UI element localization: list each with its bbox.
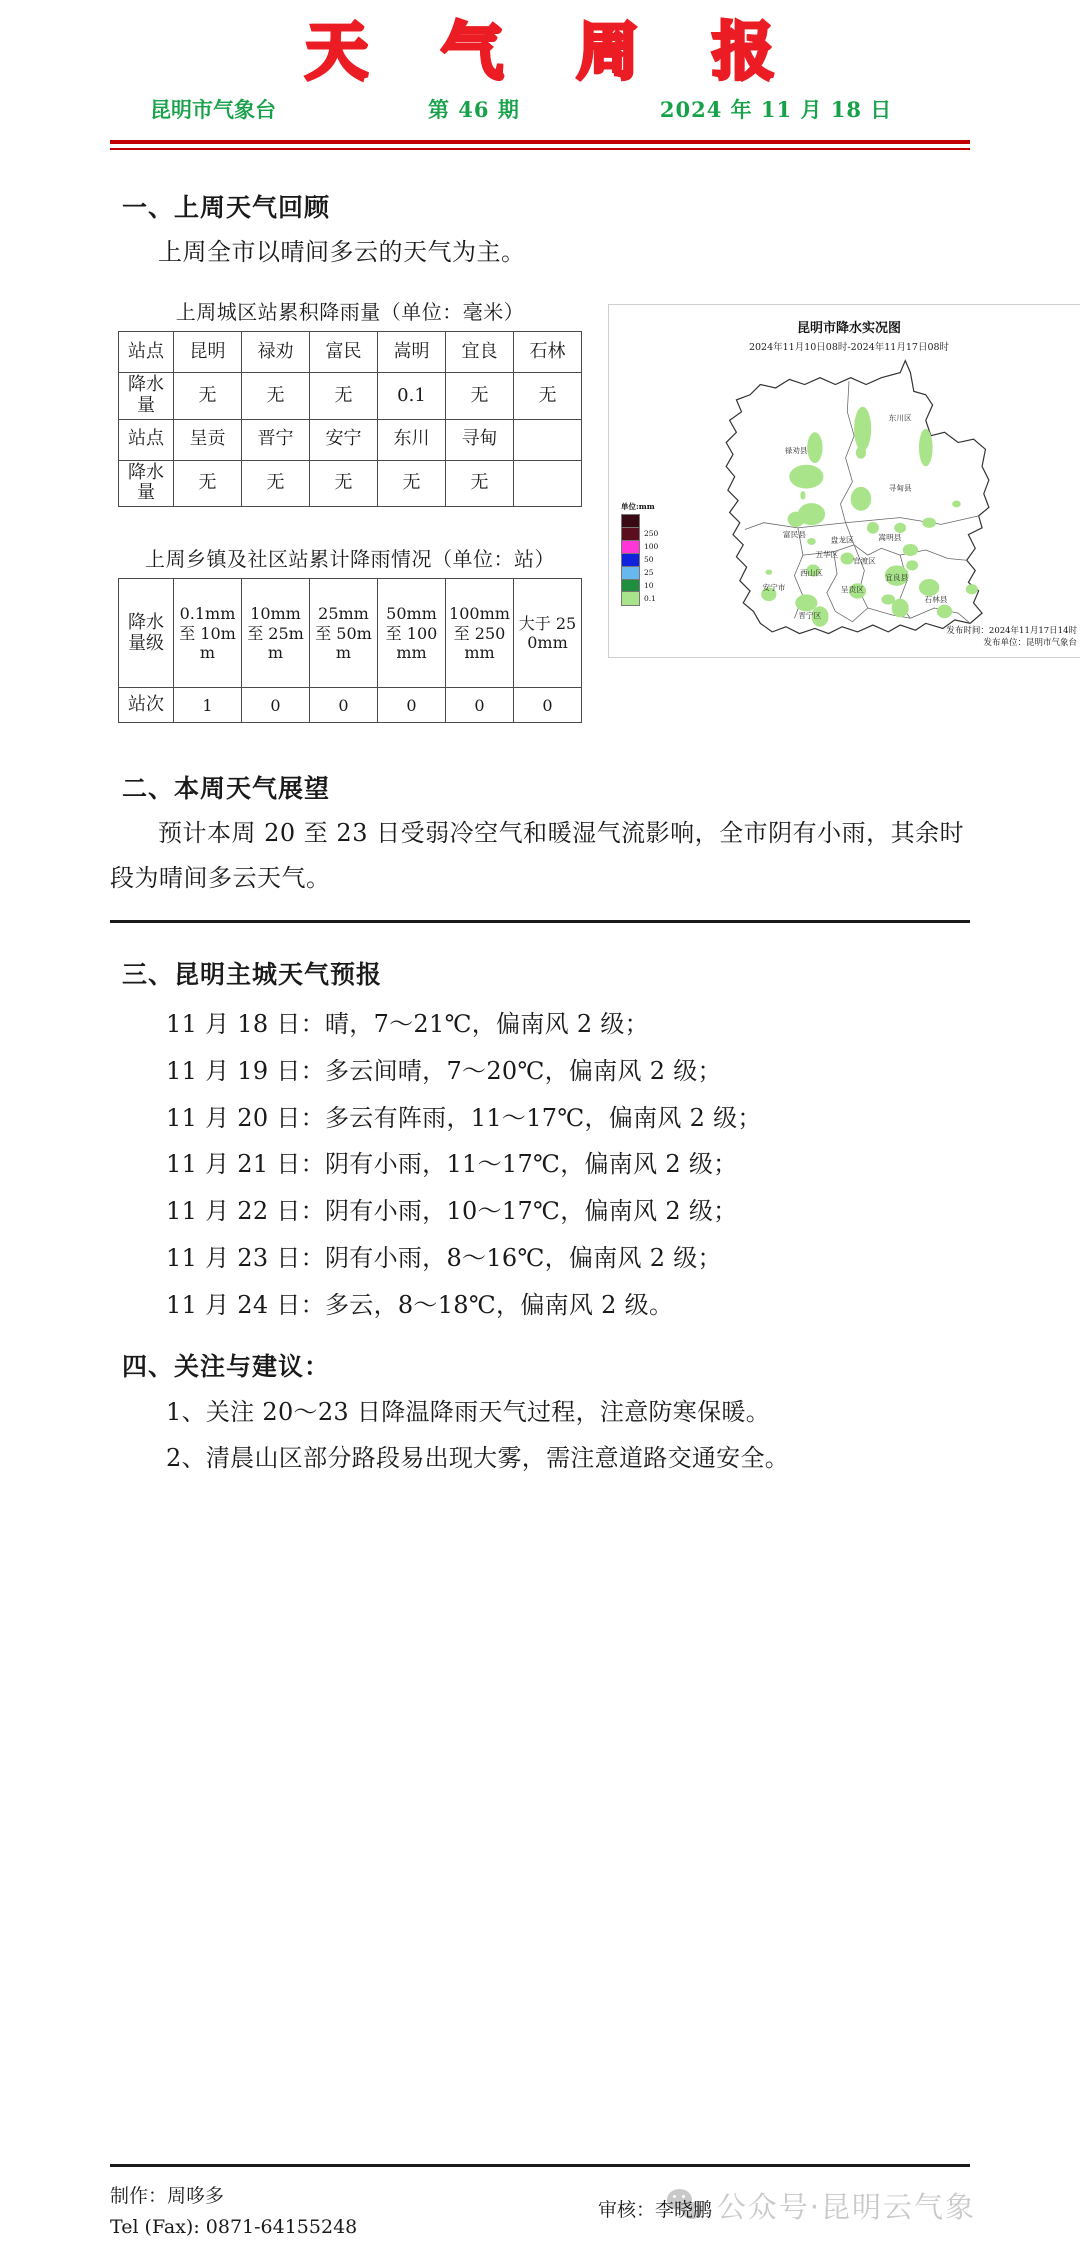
forecast-item: 11 月 18 日：晴，7～21℃，偏南风 2 级； xyxy=(166,1009,649,1038)
cell: 昆明 xyxy=(174,332,242,373)
legend-row xyxy=(621,540,681,553)
cell: 1 xyxy=(174,688,242,723)
tables-column xyxy=(110,282,590,723)
forecast-item: 11 月 24 日：多云，8～18℃，偏南风 2 级。 xyxy=(166,1290,674,1319)
masthead-divider xyxy=(110,140,970,150)
legend-swatch xyxy=(621,553,640,567)
cell-empty xyxy=(514,419,582,460)
issue-number: 第 46 期 xyxy=(428,97,520,122)
map-label-anning: 安宁市 xyxy=(762,583,786,593)
table-1-caption: 上周城区站累积降雨量（单位：毫米） xyxy=(175,300,525,325)
legend-swatch xyxy=(621,540,640,554)
report-content xyxy=(0,188,1080,1482)
cell: 站点 xyxy=(119,419,174,460)
cell: 10mm 至 25mm xyxy=(242,579,310,688)
footer-left xyxy=(110,2181,357,2242)
watermark-text: 公众号·昆明云气象 xyxy=(716,2190,976,2225)
section-1-heading: 一、上周天气回顾 xyxy=(122,193,331,222)
legend-swatch xyxy=(621,591,640,606)
cell: 大于 250mm xyxy=(514,579,582,688)
cell: 0 xyxy=(310,688,378,723)
forecast-item: 11 月 20 日：多云有阵雨，11～17℃，偏南风 2 级； xyxy=(166,1103,762,1132)
legend-swatch xyxy=(621,527,640,541)
issue-date: 2024 年 11 月 18 日 xyxy=(659,97,893,122)
table-row xyxy=(119,419,582,460)
cell: 无 xyxy=(446,373,514,419)
cell: 东川 xyxy=(378,419,446,460)
section-2-paragraph: 预计本周 20 至 23 日受弱冷空气和暖湿气流影响，全市阴有小雨，其余时段为晴间多云天气。 xyxy=(110,819,965,892)
footer-divider xyxy=(110,2164,970,2167)
map-label-guandu: 官渡区 xyxy=(852,557,876,567)
cell: 站次 xyxy=(119,688,174,723)
footer-tel: Tel (Fax): 0871-64155248 xyxy=(110,2215,358,2238)
township-rainfall-level-table xyxy=(118,578,582,723)
legend-row xyxy=(621,566,681,579)
advice-item: 2、清晨山区部分路段易出现大雾，需注意道路交通安全。 xyxy=(166,1444,790,1473)
table-2-caption: 上周乡镇及社区站累计降雨情况（单位：站） xyxy=(145,547,555,572)
map-label-shilin: 石林县 xyxy=(924,595,948,605)
section-3-heading: 三、昆明主城天气预报 xyxy=(122,959,383,989)
map-issue-org: 发布单位：昆明市气象台 xyxy=(983,638,1077,649)
cell: 降水量 xyxy=(119,373,174,419)
cell: 无 xyxy=(378,460,446,506)
map-label-fumin: 富民县 xyxy=(782,530,806,540)
cell: 无 xyxy=(310,373,378,419)
cell: 0 xyxy=(378,688,446,723)
page-footer xyxy=(110,2164,976,2242)
legend-row xyxy=(621,527,681,540)
cell: 50mm 至 100mm xyxy=(378,579,446,688)
wechat-watermark xyxy=(667,2185,976,2226)
cell: 无 xyxy=(174,460,242,506)
map-legend xyxy=(621,501,681,605)
legend-label: 100 xyxy=(644,542,659,552)
table-row xyxy=(119,688,582,723)
legend-unit-label: 单位:mm xyxy=(621,502,655,512)
map-footer xyxy=(946,625,1077,650)
section-1-figure-row xyxy=(110,282,1077,723)
map-label-chenggong: 呈贡区 xyxy=(840,585,864,595)
legend-label: 25 xyxy=(644,568,654,578)
issuer-label: 昆明市气象台 xyxy=(150,97,276,122)
cell: 无 xyxy=(310,460,378,506)
forecast-list xyxy=(110,1001,970,1329)
cell: 降水量 xyxy=(119,460,174,506)
cell: 站点 xyxy=(119,332,174,373)
forecast-item: 11 月 21 日：阴有小雨，11～17℃，偏南风 2 级； xyxy=(166,1150,738,1179)
urban-station-rainfall-table xyxy=(118,331,582,507)
table-row xyxy=(119,332,582,373)
cell: 0 xyxy=(242,688,310,723)
precipitation-map-figure xyxy=(608,304,1080,658)
cell: 无 xyxy=(242,373,310,419)
table-row xyxy=(119,579,582,688)
map-label-yiliang: 宜良县 xyxy=(885,573,909,583)
footer-reviewer: 审核：李晓鹏 xyxy=(598,2199,713,2222)
legend-label: 250 xyxy=(644,529,659,539)
legend-row-top xyxy=(621,514,681,527)
cell: 无 xyxy=(174,373,242,419)
section-2-divider xyxy=(110,920,970,923)
cell: 0.1 xyxy=(378,373,446,419)
cell: 0.1mm 至 10mm xyxy=(174,579,242,688)
cell: 无 xyxy=(242,460,310,506)
advice-item: 1、关注 20～23 日降温降雨天气过程，注意防寒保暖。 xyxy=(166,1397,771,1426)
map-label-wuhua: 五华区 xyxy=(815,550,839,560)
legend-label: 50 xyxy=(644,555,654,565)
page-title: 天 气 周 报 xyxy=(305,14,801,88)
forecast-item: 11 月 22 日：阴有小雨，10～17℃，偏南风 2 级； xyxy=(166,1197,738,1226)
legend-swatch xyxy=(621,566,640,580)
table-row xyxy=(119,460,582,506)
legend-label: 0.1 xyxy=(644,594,656,604)
map-issue-time: 发布时间：2024年11月17日14时 xyxy=(946,625,1077,636)
table-row xyxy=(119,373,582,419)
map-label-xishan: 西山区 xyxy=(799,568,823,578)
advice-list xyxy=(110,1389,970,1483)
cell: 0 xyxy=(514,688,582,723)
legend-row xyxy=(621,592,681,605)
cell: 呈贡 xyxy=(174,419,242,460)
footer-body xyxy=(110,2181,976,2242)
cell: 25mm 至 50mm xyxy=(310,579,378,688)
cell: 晋宁 xyxy=(242,419,310,460)
map-column xyxy=(604,282,1080,658)
legend-swatch xyxy=(621,514,640,528)
cell: 石林 xyxy=(514,332,582,373)
map-title: 昆明市降水实况图 xyxy=(796,321,901,337)
map-subtitle: 2024年11月10日08时-2024年11月17日08时 xyxy=(748,342,950,354)
legend-label: 10 xyxy=(644,581,654,591)
cell: 无 xyxy=(446,460,514,506)
cell: 寻甸 xyxy=(446,419,514,460)
cell-empty xyxy=(514,460,582,506)
map-label-luquan: 禄劝县 xyxy=(784,446,808,456)
cell: 降水量级 xyxy=(119,579,174,688)
cell: 安宁 xyxy=(310,419,378,460)
cell: 嵩明 xyxy=(378,332,446,373)
footer-producer: 制作：周哆多 xyxy=(110,2185,225,2208)
section-4-heading: 四、关注与建议： xyxy=(122,1351,331,1381)
section-2-heading: 二、本周天气展望 xyxy=(122,774,331,804)
map-label-songming: 嵩明县 xyxy=(878,533,902,543)
legend-row xyxy=(621,553,681,566)
section-1-paragraph: 上周全市以晴间多云的天气为主。 xyxy=(158,238,526,266)
masthead-subline xyxy=(0,94,1080,124)
map-label-xundian: 寻甸县 xyxy=(888,483,912,493)
cell: 0 xyxy=(446,688,514,723)
map-label-panlong: 盘龙区 xyxy=(830,535,854,545)
title-row xyxy=(0,8,1080,88)
cell: 禄劝 xyxy=(242,332,310,373)
forecast-item: 11 月 19 日：多云间晴，7～20℃，偏南风 2 级； xyxy=(166,1056,722,1085)
cell: 100mm 至 250mm xyxy=(446,579,514,688)
cell: 宜良 xyxy=(446,332,514,373)
map-label-dongchuan: 东川区 xyxy=(888,413,912,423)
forecast-item: 11 月 23 日：阴有小雨，8～16℃，偏南风 2 级； xyxy=(166,1243,722,1272)
cell: 无 xyxy=(514,373,582,419)
map-label-jinning: 晋宁区 xyxy=(798,611,822,621)
masthead xyxy=(0,0,1080,150)
cell: 富民 xyxy=(310,332,378,373)
